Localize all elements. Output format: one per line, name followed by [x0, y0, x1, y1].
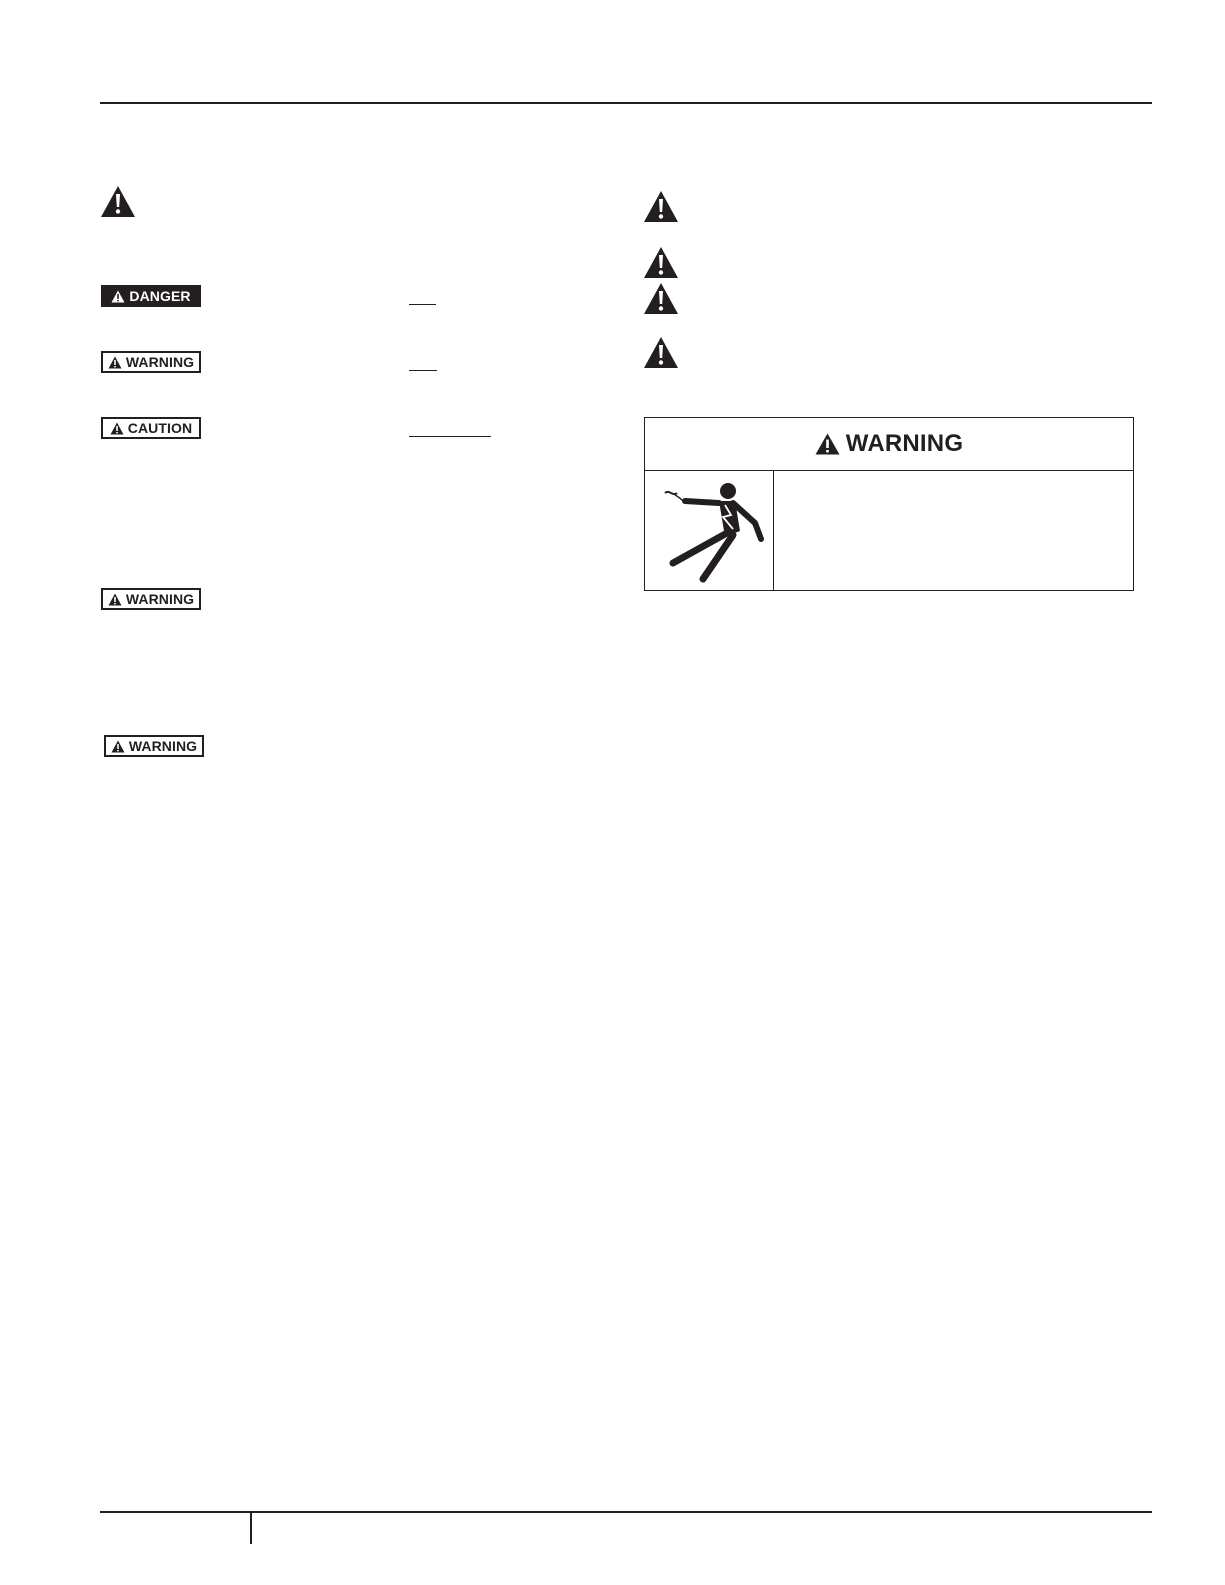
warning-signal-badge	[101, 351, 201, 373]
warning-signal-badge	[104, 735, 204, 757]
alert-triangle-icon	[110, 422, 124, 435]
underline-mark	[409, 304, 436, 305]
caution-label: CAUTION	[127, 420, 193, 436]
warning-box-text-area	[775, 471, 1133, 590]
alert-triangle-icon	[111, 740, 125, 753]
warning-box-title: WARNING	[845, 430, 964, 457]
footer-divider	[250, 1512, 252, 1544]
shock-pictogram-cell	[645, 471, 774, 590]
warning-label: WARNING	[125, 591, 195, 607]
underline-mark	[409, 436, 491, 437]
electric-shock-hazard-icon	[645, 471, 771, 589]
danger-signal-badge	[101, 285, 201, 307]
alert-triangle-icon	[108, 593, 122, 606]
danger-label: DANGER	[129, 288, 191, 304]
footer-rule	[100, 1511, 1152, 1513]
warning-box-header	[645, 418, 1133, 471]
safety-alert-icon	[643, 282, 679, 315]
header-rule	[100, 102, 1152, 104]
warning-label: WARNING	[128, 738, 198, 754]
underline-mark	[409, 370, 437, 371]
warning-signal-badge	[101, 588, 201, 610]
caution-signal-badge	[101, 417, 201, 439]
alert-triangle-icon	[815, 433, 840, 455]
safety-alert-icon	[100, 185, 136, 218]
safety-alert-icon	[643, 190, 679, 223]
warning-label: WARNING	[125, 354, 195, 370]
safety-alert-icon	[643, 246, 679, 279]
safety-alert-icon	[643, 336, 679, 369]
alert-triangle-icon	[108, 356, 122, 369]
alert-triangle-icon	[111, 290, 125, 303]
electric-shock-warning-box	[644, 417, 1134, 591]
